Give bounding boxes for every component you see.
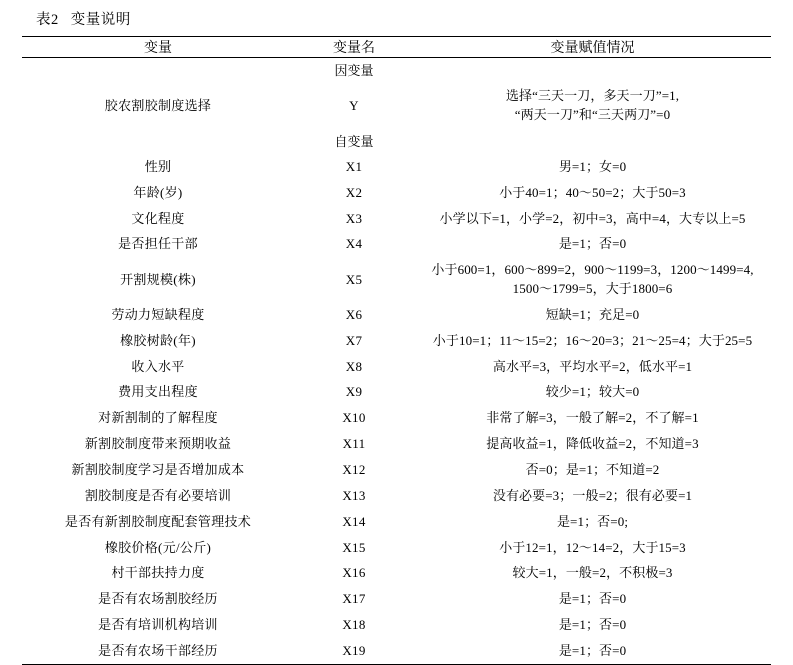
variable-value-line: 小于600=1，600～899=2，900～1199=3，1200～1499=4, [414, 261, 771, 280]
variable-code: X17 [294, 587, 414, 613]
variable-value-line: 较大=1，一般=2，不积极=3 [414, 564, 771, 583]
table-row [22, 232, 771, 258]
variable-code: X5 [294, 258, 414, 303]
table-row [22, 458, 771, 484]
variable-value [414, 328, 771, 354]
variable-label: 年龄(岁) [22, 180, 294, 206]
table-caption-number: 表2 [36, 12, 59, 28]
variable-label: 是否有农场干部经历 [22, 638, 294, 664]
table-body [22, 58, 771, 665]
variable-value-line: 非常了解=3，一般了解=2，不了解=1 [414, 409, 771, 428]
variable-value [414, 232, 771, 258]
variable-code: X15 [294, 535, 414, 561]
table-row [22, 302, 771, 328]
section-spacer-cell [22, 58, 294, 84]
table-row [22, 354, 771, 380]
variable-value-line: 是=1；否=0 [414, 642, 771, 661]
variable-label: 费用支出程度 [22, 380, 294, 406]
variable-label: 新割胶制度学习是否增加成本 [22, 458, 294, 484]
variable-label: 性别 [22, 154, 294, 180]
table-row [22, 638, 771, 664]
variable-label: 文化程度 [22, 206, 294, 232]
variable-value-line: 是=1；否=0 [414, 616, 771, 635]
variable-value-line: 是=1；否=0 [414, 235, 771, 254]
variable-value-line: 男=1；女=0 [414, 158, 771, 177]
variable-value [414, 258, 771, 303]
variable-value [414, 406, 771, 432]
variable-label: 橡胶价格(元/公斤) [22, 535, 294, 561]
table-row [22, 613, 771, 639]
variable-code: X19 [294, 638, 414, 664]
variable-value [414, 84, 771, 129]
variable-label: 橡胶树龄(年) [22, 328, 294, 354]
table-row [22, 587, 771, 613]
table-row [22, 406, 771, 432]
variable-value-line: 高水平=3，平均水平=2，低水平=1 [414, 358, 771, 377]
variable-code: X8 [294, 354, 414, 380]
variable-value [414, 561, 771, 587]
variable-code: Y [294, 84, 414, 129]
variable-label: 是否有农场割胶经历 [22, 587, 294, 613]
variable-code: X11 [294, 432, 414, 458]
variable-code: X13 [294, 483, 414, 509]
variable-value [414, 483, 771, 509]
table-row [22, 258, 771, 303]
table-header [22, 37, 771, 58]
variable-label: 割胶制度是否有必要培训 [22, 483, 294, 509]
variable-label: 是否有培训机构培训 [22, 613, 294, 639]
section-label: 因变量 [294, 58, 414, 84]
variable-label: 开割规模(株) [22, 258, 294, 303]
variable-label: 村干部扶持力度 [22, 561, 294, 587]
variable-code: X6 [294, 302, 414, 328]
variable-code: X12 [294, 458, 414, 484]
table-row [22, 84, 771, 129]
variable-value-line: 小于10=1；11～15=2；16～20=3；21～25=4；大于25=5 [414, 332, 771, 351]
variable-value [414, 354, 771, 380]
variable-code: X1 [294, 154, 414, 180]
variable-label: 对新割制的了解程度 [22, 406, 294, 432]
table-top-rule [22, 37, 771, 58]
section-label: 自变量 [294, 129, 414, 155]
variable-value [414, 302, 771, 328]
variable-value [414, 380, 771, 406]
table-row [22, 561, 771, 587]
table-row [22, 483, 771, 509]
variable-value-line: 提高收益=1，降低收益=2，不知道=3 [414, 435, 771, 454]
table-row [22, 180, 771, 206]
variable-value [414, 613, 771, 639]
variable-value [414, 180, 771, 206]
header-cell-varvalue: 变量赋值情况 [414, 37, 771, 58]
table-row [22, 380, 771, 406]
table-row [22, 206, 771, 232]
variable-value-line: 小于40=1；40～50=2；大于50=3 [414, 184, 771, 203]
variable-code: X18 [294, 613, 414, 639]
section-spacer-cell [22, 129, 294, 155]
variable-code: X7 [294, 328, 414, 354]
variable-value [414, 458, 771, 484]
variable-code: X16 [294, 561, 414, 587]
table-section-row [22, 58, 771, 84]
variable-value-line: 1500～1799=5，大于1800=6 [414, 280, 771, 299]
variable-code: X14 [294, 509, 414, 535]
section-spacer-cell [414, 58, 771, 84]
variable-label: 是否担任干部 [22, 232, 294, 258]
variable-value-line: 是=1；否=0; [414, 513, 771, 532]
variable-value-line: 短缺=1；充足=0 [414, 306, 771, 325]
variable-value [414, 432, 771, 458]
header-cell-varname: 变量名 [294, 37, 414, 58]
variable-value-line: 较少=1；较大=0 [414, 383, 771, 402]
table-row [22, 328, 771, 354]
variable-label: 劳动力短缺程度 [22, 302, 294, 328]
variable-value [414, 535, 771, 561]
variable-code: X4 [294, 232, 414, 258]
variable-value-line: “两天一刀”和“三天两刀”=0 [414, 106, 771, 125]
variable-code: X2 [294, 180, 414, 206]
variable-value [414, 154, 771, 180]
table-caption [22, 0, 771, 36]
variable-value-line: 是=1；否=0 [414, 590, 771, 609]
section-spacer-cell [414, 129, 771, 155]
variable-value-line: 否=0；是=1；不知道=2 [414, 461, 771, 480]
variable-value-line: 小于12=1，12～14=2，大于15=3 [414, 539, 771, 558]
variable-value-line: 没有必要=3；一般=2；很有必要=1 [414, 487, 771, 506]
variable-value [414, 587, 771, 613]
variable-code: X9 [294, 380, 414, 406]
variable-value-line: 选择“三天一刀，多天一刀”=1, [414, 87, 771, 106]
variable-label: 是否有新割胶制度配套管理技术 [22, 509, 294, 535]
table-row [22, 154, 771, 180]
header-cell-variable: 变量 [22, 37, 294, 58]
table-row [22, 535, 771, 561]
variable-label: 胶农割胶制度选择 [22, 84, 294, 129]
variable-description-table [22, 36, 771, 665]
table-caption-title: 变量说明 [71, 12, 131, 28]
table-row [22, 509, 771, 535]
variable-code: X10 [294, 406, 414, 432]
variable-value [414, 509, 771, 535]
variable-value [414, 206, 771, 232]
table-section-row [22, 129, 771, 155]
variable-code: X3 [294, 206, 414, 232]
table-row [22, 432, 771, 458]
variable-value [414, 638, 771, 664]
variable-value-line: 小学以下=1，小学=2，初中=3，高中=4，大专以上=5 [414, 210, 771, 229]
variable-label: 新割胶制度带来预期收益 [22, 432, 294, 458]
variable-label: 收入水平 [22, 354, 294, 380]
